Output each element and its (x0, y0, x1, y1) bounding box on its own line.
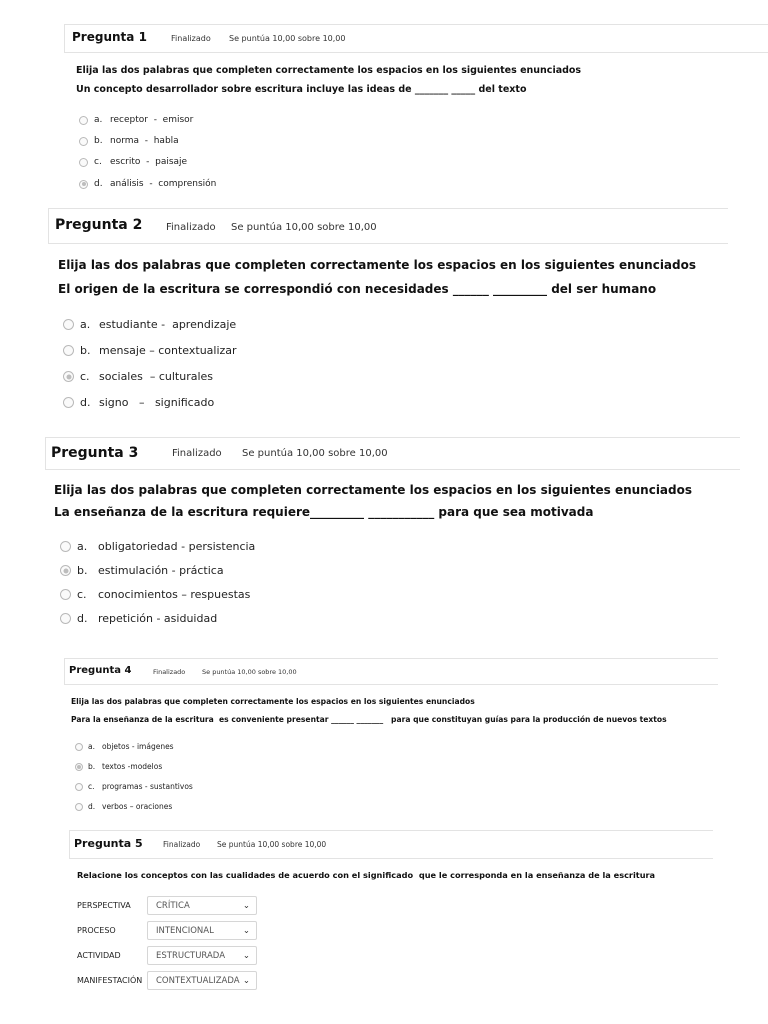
question-number: 1 (138, 30, 147, 44)
option-c[interactable] (63, 370, 213, 383)
option-text: receptor - emisor (110, 115, 194, 125)
radio-button-icon[interactable] (75, 803, 83, 811)
select-value: CONTEXTUALIZADA (156, 975, 240, 986)
option-a[interactable] (79, 115, 193, 125)
radio-button-icon[interactable] (79, 137, 88, 146)
option-b[interactable] (63, 344, 237, 357)
question-instruction: Elija las dos palabras que completen correctamente los espacios en los siguientes enunciados (71, 697, 475, 706)
option-d[interactable] (79, 179, 216, 189)
match-concept: PROCESO (77, 926, 116, 935)
option-letter: a. (77, 540, 88, 553)
question-5-title (74, 837, 143, 850)
radio-button-icon[interactable] (60, 565, 71, 576)
chevron-down-icon: ⌄ (242, 925, 250, 936)
question-2-title (55, 217, 142, 233)
question-instruction: Elija las dos palabras que completen correctamente los espacios en los siguientes enunciados (54, 483, 693, 497)
question-4-title (69, 665, 131, 676)
option-letter: b. (77, 564, 88, 577)
question-statement: La enseñanza de la escritura requiere_________ ___________ para que sea motivada (54, 505, 594, 519)
option-letter: c. (80, 370, 90, 383)
question-number: 4 (124, 665, 132, 676)
question-2-header (48, 208, 728, 244)
option-a[interactable] (63, 318, 236, 331)
answer-select[interactable] (147, 946, 257, 965)
option-text: objetos - imágenes (102, 742, 174, 751)
answer-select[interactable] (147, 921, 257, 940)
answer-select[interactable] (147, 896, 257, 915)
option-b[interactable] (60, 564, 224, 577)
option-text: programas - sustantivos (102, 782, 193, 791)
question-status: Finalizado (172, 448, 222, 459)
question-statement: El origen de la escritura se correspondió con necesidades ______ _________ del ser humano (58, 282, 657, 296)
option-letter: c. (77, 588, 87, 601)
question-status: Finalizado (163, 840, 201, 849)
question-score: Se puntúa 10,00 sobre 10,00 (231, 222, 377, 233)
question-status: Finalizado (153, 668, 186, 676)
radio-button-icon[interactable] (60, 589, 71, 600)
option-letter: c. (88, 782, 95, 791)
answer-select[interactable] (147, 971, 257, 990)
option-text: estimulación - práctica (98, 564, 224, 577)
radio-button-icon[interactable] (63, 345, 74, 356)
question-1-title (72, 30, 147, 44)
radio-button-icon[interactable] (63, 319, 74, 330)
option-text: estudiante - aprendizaje (99, 318, 237, 331)
question-number: 2 (132, 217, 143, 233)
question-instruction: Elija las dos palabras que completen correctamente los espacios en los siguientes enunciados (58, 258, 697, 272)
radio-button-icon[interactable] (79, 116, 88, 125)
option-letter: b. (88, 762, 96, 771)
select-value: INTENCIONAL (156, 925, 214, 936)
question-label: Pregunta (55, 217, 128, 233)
question-statement: Para la enseñanza de la escritura es conveniente presentar ______ _______ para que constituyan guías para la producción de nuevos textos (71, 715, 667, 724)
question-number: 3 (128, 445, 139, 461)
option-text: conocimientos – respuestas (98, 588, 251, 601)
option-text: escrito - paisaje (110, 157, 188, 167)
option-letter: d. (94, 179, 103, 189)
option-text: textos -modelos (102, 762, 163, 771)
radio-button-icon[interactable] (79, 180, 88, 189)
option-letter: d. (80, 396, 91, 409)
question-score: Se puntúa 10,00 sobre 10,00 (242, 448, 388, 459)
match-concept: MANIFESTACIÓN (77, 976, 143, 985)
radio-button-icon[interactable] (79, 158, 88, 167)
select-value: ESTRUCTURADA (156, 950, 226, 961)
question-score: Se puntúa 10,00 sobre 10,00 (202, 668, 297, 676)
question-label: Pregunta (69, 665, 121, 676)
question-score: Se puntúa 10,00 sobre 10,00 (217, 840, 327, 849)
option-text: signo – significado (99, 396, 215, 409)
question-3-header (45, 437, 740, 470)
option-letter: b. (94, 136, 103, 146)
radio-button-icon[interactable] (75, 763, 83, 771)
chevron-down-icon: ⌄ (242, 950, 250, 961)
chevron-down-icon: ⌄ (242, 900, 250, 911)
option-letter: a. (94, 115, 103, 125)
radio-button-icon[interactable] (75, 783, 83, 791)
option-letter: c. (94, 157, 102, 167)
question-statement: Un concepto desarrollador sobre escritura incluye las ideas de _______ _____ del texto (76, 84, 527, 95)
option-text: repetición - asiduidad (98, 612, 218, 625)
option-text: norma - habla (110, 136, 179, 146)
match-concept: ACTIVIDAD (77, 951, 121, 960)
question-status: Finalizado (166, 222, 216, 233)
radio-button-icon[interactable] (63, 397, 74, 408)
option-b[interactable] (75, 762, 162, 771)
option-letter: a. (80, 318, 91, 331)
option-text: mensaje – contextualizar (99, 344, 237, 357)
option-letter: d. (88, 802, 96, 811)
question-instruction: Elija las dos palabras que completen correctamente los espacios en los siguientes enunciados (76, 65, 582, 76)
option-text: sociales – culturales (99, 370, 214, 383)
question-number: 5 (135, 837, 143, 850)
option-text: análisis - comprensión (110, 179, 217, 189)
option-letter: a. (88, 742, 95, 751)
option-a[interactable] (60, 540, 255, 553)
option-d[interactable] (63, 396, 214, 409)
option-c[interactable] (75, 782, 193, 791)
radio-button-icon[interactable] (60, 541, 71, 552)
option-c[interactable] (79, 157, 187, 167)
question-score: Se puntúa 10,00 sobre 10,00 (229, 34, 346, 43)
question-label: Pregunta (51, 445, 124, 461)
question-statement: Relacione los conceptos con las cualidades de acuerdo con el significado que le corresponda en la enseñanza de la escritura (77, 870, 656, 880)
question-1-header (64, 24, 768, 53)
radio-button-icon[interactable] (60, 613, 71, 624)
option-letter: b. (80, 344, 91, 357)
question-3-title (51, 445, 138, 461)
option-a[interactable] (75, 742, 174, 751)
radio-button-icon[interactable] (75, 743, 83, 751)
question-label: Pregunta (72, 30, 135, 44)
option-text: obligatoriedad - persistencia (98, 540, 256, 553)
question-status: Finalizado (171, 34, 211, 43)
match-concept: PERSPECTIVA (77, 901, 131, 910)
option-b[interactable] (79, 136, 179, 146)
option-d[interactable] (60, 612, 217, 625)
radio-button-icon[interactable] (63, 371, 74, 382)
question-label: Pregunta (74, 837, 132, 850)
chevron-down-icon: ⌄ (242, 975, 250, 986)
option-d[interactable] (75, 802, 172, 811)
option-letter: d. (77, 612, 88, 625)
select-value: CRÍTICA (156, 900, 190, 911)
option-c[interactable] (60, 588, 250, 601)
option-text: verbos – oraciones (102, 802, 173, 811)
